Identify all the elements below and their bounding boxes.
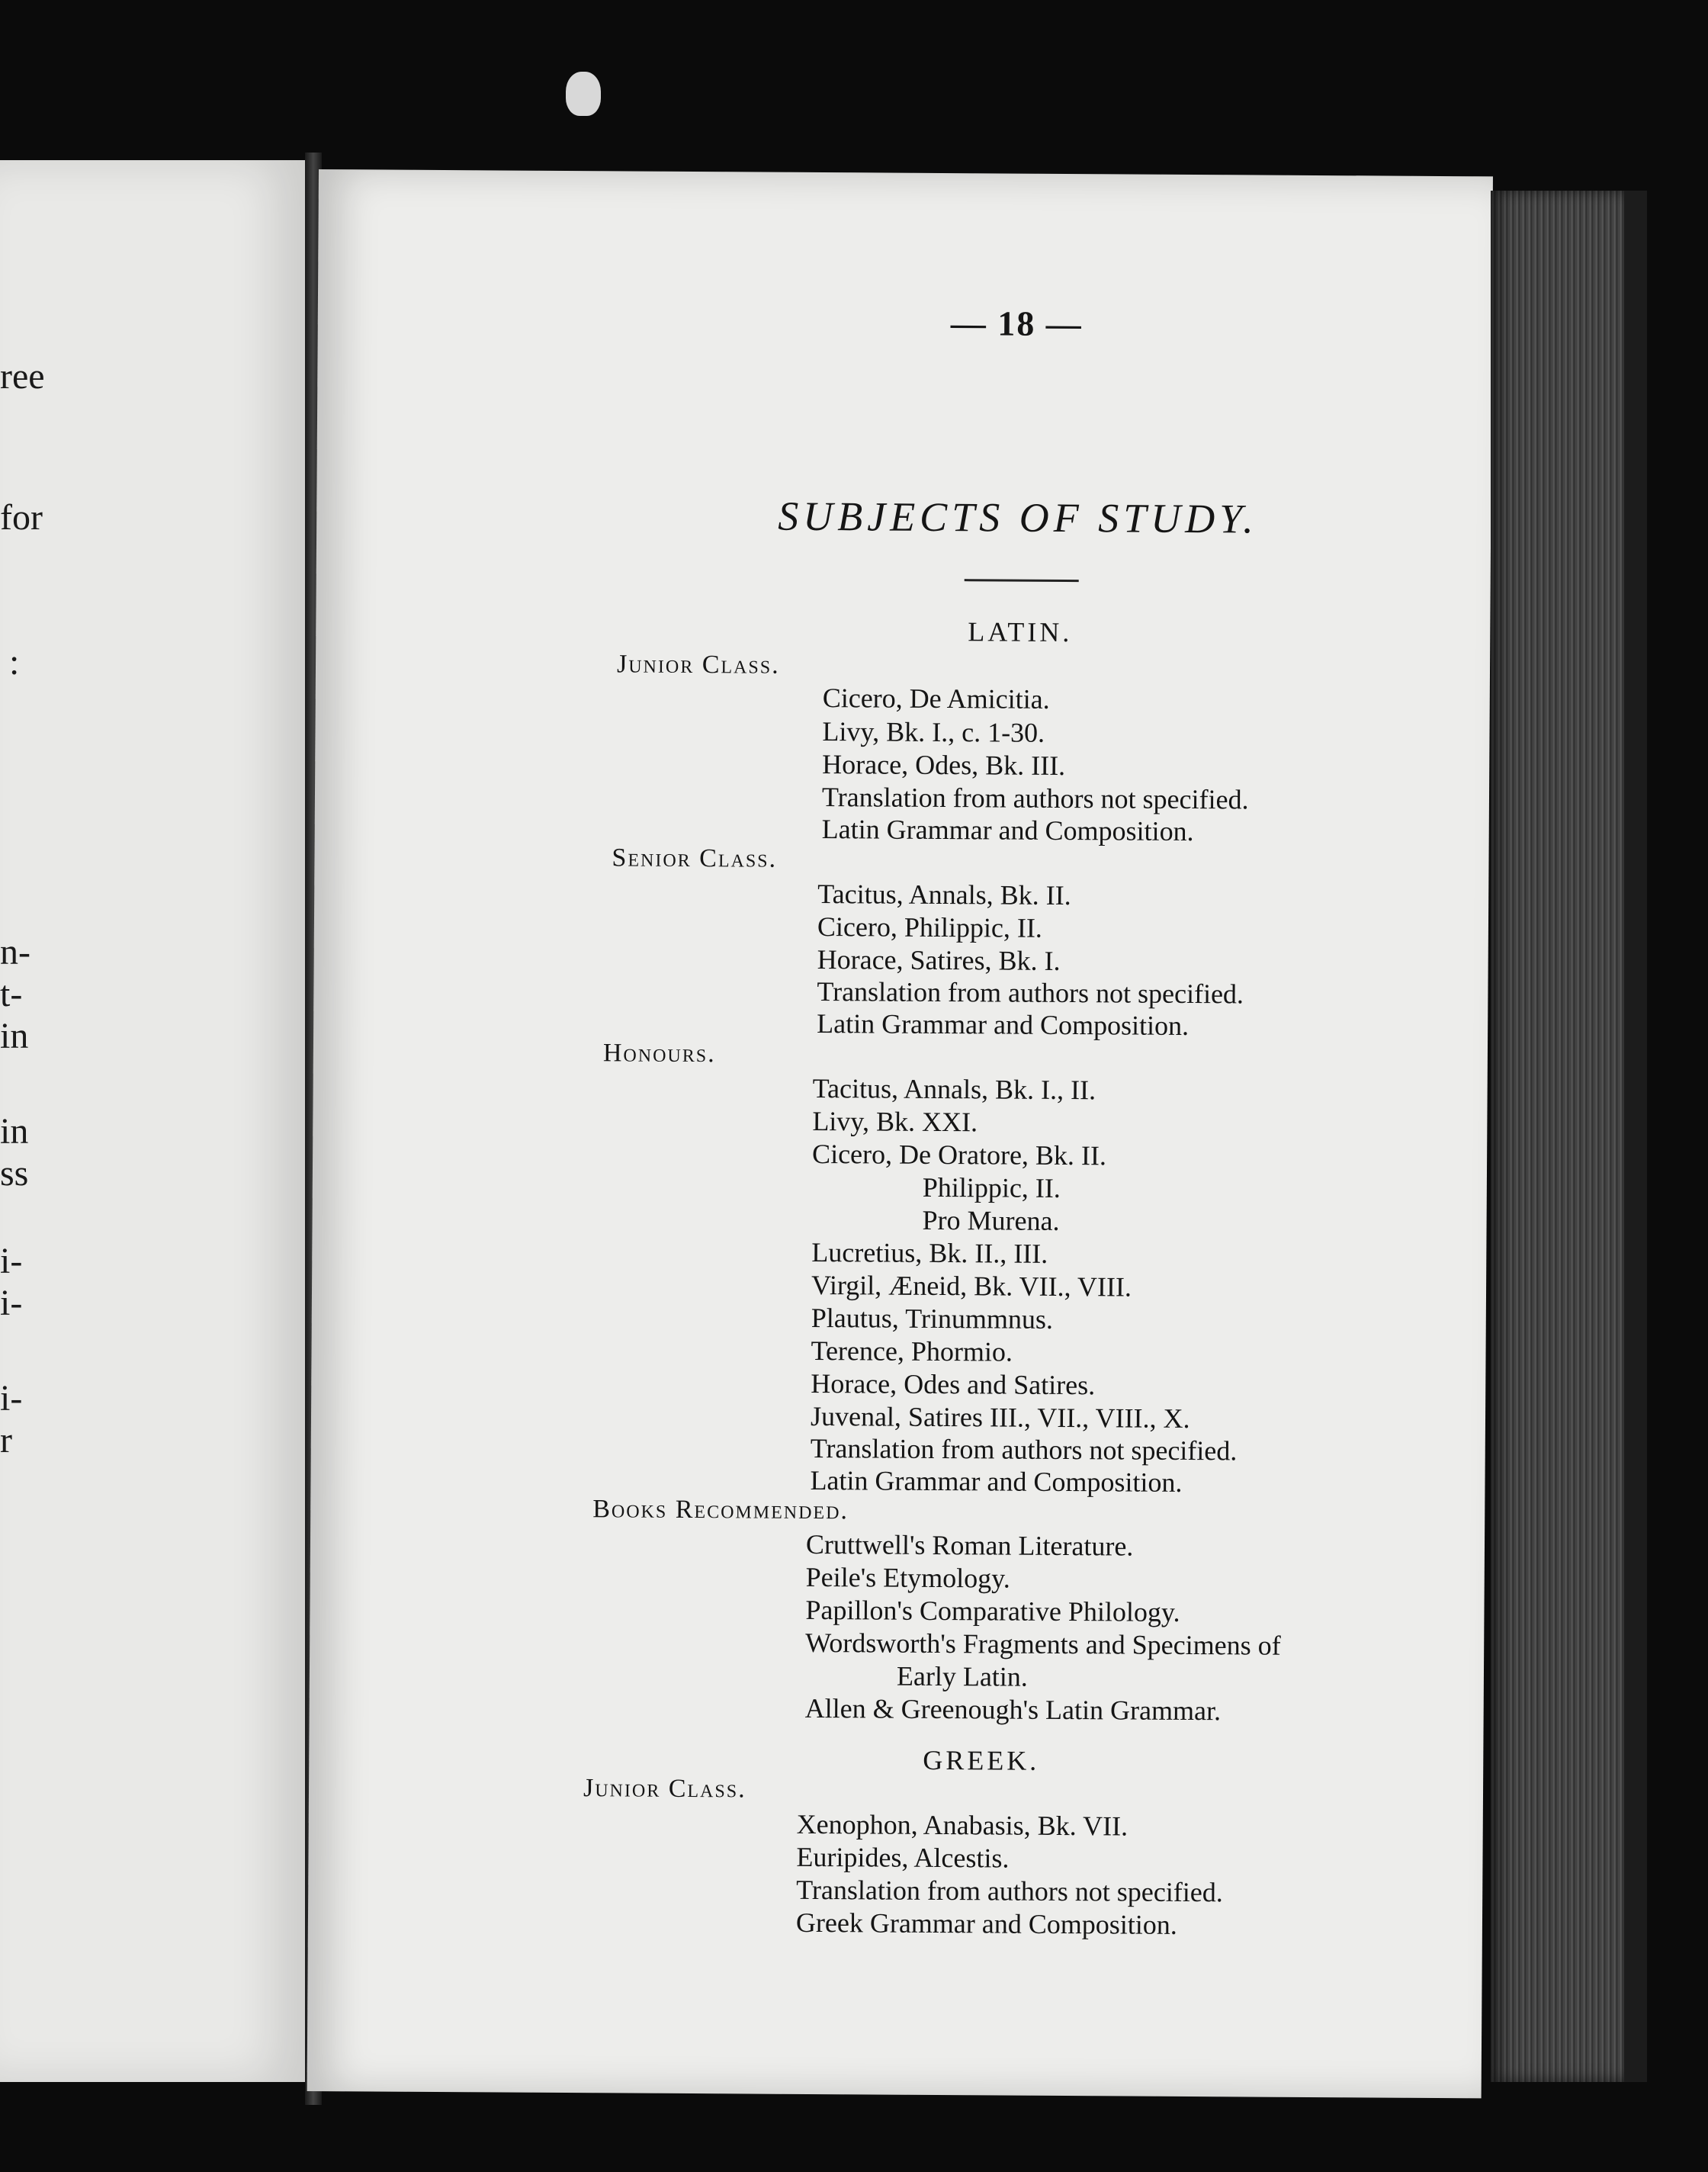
- list-item: Cicero, De Oratore, Bk. II.: [812, 1138, 1107, 1171]
- left-page-fragment: t-: [0, 974, 23, 1014]
- list-item: Latin Grammar and Composition.: [821, 814, 1194, 847]
- list-item: Early Latin.: [896, 1660, 1029, 1692]
- class-label-junior: Junior Class.: [583, 1774, 746, 1804]
- list-item: Translation from authors not specified.: [810, 1432, 1238, 1467]
- list-item: Tacitus, Annals, Bk. I., II.: [812, 1072, 1096, 1106]
- left-page-fragment: n-: [0, 932, 30, 972]
- book-cover-edge: [1624, 191, 1647, 2082]
- list-item: Translation from authors not specified.: [817, 976, 1244, 1010]
- left-page-fragment: :: [9, 642, 20, 683]
- list-item: Wordsworth's Fragments and Specimens of: [805, 1627, 1281, 1661]
- list-item: Tacitus, Annals, Bk. II.: [817, 879, 1071, 911]
- list-item: Livy, Bk. XXI.: [812, 1105, 978, 1138]
- scan-blemish: [566, 72, 601, 116]
- title-divider: [965, 579, 1079, 582]
- left-page-fragment: ree: [0, 356, 45, 397]
- list-item: Horace, Odes, Bk. III.: [822, 749, 1066, 781]
- class-label-books-recommended: Books Recommended.: [592, 1495, 849, 1525]
- left-page-fragment: ss: [0, 1153, 29, 1194]
- list-item: Philippic, II.: [922, 1171, 1061, 1203]
- list-item: Allen & Greenough's Latin Grammar.: [804, 1692, 1222, 1727]
- list-item: Horace, Odes and Satires.: [811, 1367, 1096, 1401]
- left-page-fragment: i-: [0, 1378, 23, 1419]
- page-block-edge: [1491, 191, 1628, 2082]
- list-item: Horace, Satires, Bk. I.: [817, 944, 1061, 976]
- list-item: Cruttwell's Roman Literature.: [805, 1528, 1134, 1562]
- left-page-fragment: in: [0, 1111, 29, 1152]
- list-item: Translation from authors not specified.: [821, 782, 1249, 815]
- class-label-senior: Senior Class.: [612, 843, 778, 873]
- list-item: Virgil, Æneid, Bk. VII., VIII.: [811, 1269, 1132, 1303]
- list-item: Latin Grammar and Composition.: [817, 1008, 1190, 1041]
- list-item: Greek Grammar and Composition.: [795, 1907, 1177, 1940]
- list-item: Livy, Bk. I., c. 1-30.: [822, 716, 1045, 748]
- section-heading-latin: LATIN.: [968, 616, 1073, 648]
- list-item: Terence, Phormio.: [811, 1335, 1013, 1367]
- list-item: Cicero, De Amicitia.: [822, 683, 1050, 715]
- class-label-honours: Honours.: [602, 1039, 716, 1068]
- list-item: Xenophon, Anabasis, Bk. VII.: [796, 1808, 1128, 1842]
- page-number: — 18 —: [950, 304, 1083, 344]
- list-item: Translation from authors not specified.: [796, 1874, 1223, 1908]
- page-title: SUBJECTS OF STUDY.: [778, 493, 1258, 542]
- list-item: Pro Murena.: [922, 1204, 1060, 1236]
- list-item: Plautus, Trinummnus.: [811, 1302, 1054, 1335]
- list-item: Juvenal, Satires III., VII., VIII., X.: [810, 1400, 1190, 1435]
- left-page-fragment: i-: [0, 1241, 23, 1281]
- list-item: Papillon's Comparative Philology.: [805, 1594, 1180, 1627]
- list-item: Euripides, Alcestis.: [796, 1841, 1010, 1874]
- list-item: Lucretius, Bk. II., III.: [811, 1236, 1048, 1269]
- section-heading-greek: GREEK.: [923, 1744, 1040, 1776]
- class-label-junior: Junior Class.: [616, 650, 780, 680]
- right-page: [307, 169, 1493, 2098]
- list-item: Cicero, Philippic, II.: [817, 911, 1043, 943]
- left-page: [0, 160, 311, 2082]
- left-page-fragment: r: [0, 1420, 12, 1460]
- list-item: Latin Grammar and Composition.: [810, 1464, 1183, 1498]
- left-page-fragment: in: [0, 1016, 29, 1056]
- list-item: Peile's Etymology.: [805, 1561, 1010, 1594]
- left-page-fragment: i-: [0, 1283, 23, 1323]
- left-page-fragment: for: [0, 497, 43, 538]
